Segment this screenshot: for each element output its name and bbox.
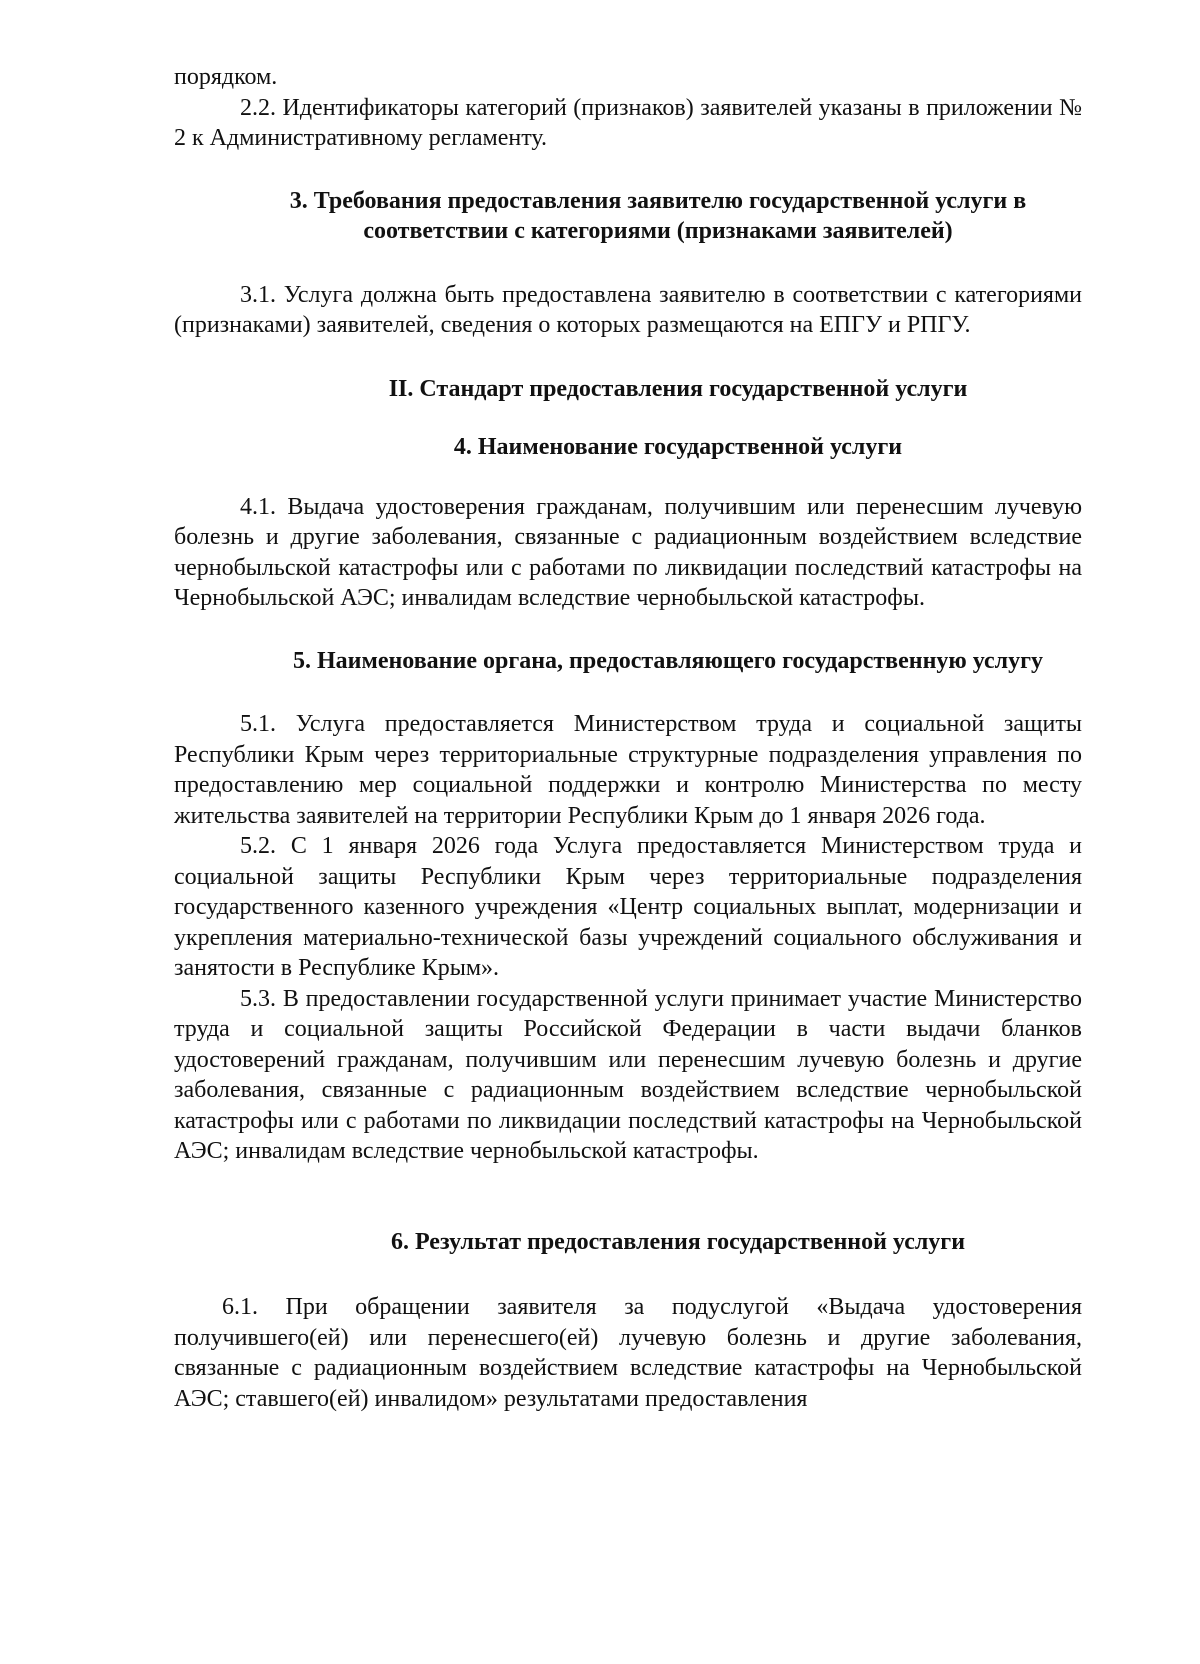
paragraph-5-1: 5.1. Услуга предоставляется Министерством труда и социальной защиты Республики Крым через территориальные структурные подразделения управления по предоставлению мер социальной поддержки и контролю Министерства по месту жительства заявителей на территории Республики Крым до 1 января 2026 года.: [174, 711, 1082, 829]
paragraph-5-2: 5.2. С 1 января 2026 года Услуга предоставляется Министерством труда и социальной защиты Республики Крым через территориальные подразделения государственного казенного учреждения «Центр социальных выплат, модернизации и укрепления материально-технической базы учреждений социального обслуживания и занятости в Республике Крым».: [174, 833, 1082, 981]
section-heading-3: 3. Требования предоставления заявителю государственной услуги в соответствии с категориями (признаками заявителей): [289, 187, 1027, 244]
chapter-heading-II: II. Стандарт предоставления государственной услуги: [388, 375, 968, 402]
paragraph-2-2: 2.2. Идентификаторы категорий (признаков) заявителей указаны в приложении № 2 к Административному регламенту.: [174, 94, 1082, 151]
paragraph-4-1: 4.1. Выдача удостоверения гражданам, получившим или перенесшим лучевую болезнь и другие заболевания, связанные с радиационным воздействием вследствие чернобыльской катастрофы или с работами по ликвидации последствий катастрофы на Чернобыльской АЭС; инвалидам вследствие чернобыльской катастрофы.: [174, 493, 1082, 611]
paragraph-5-3: 5.3. В предоставлении государственной услуги принимает участие Министерство труда и социальной защиты Российской Федерации в части выдачи бланков удостоверений гражданам, получившим или перенесшим лучевую болезнь и другие заболевания, связанные с радиационным воздействием вследствие чернобыльской катастрофы или с работами по ликвидации последствий катастрофы на Чернобыльской АЭС; инвалидам вследствие чернобыльской катастрофы.: [174, 985, 1082, 1164]
section-heading-4: 4. Наименование государственной услуги: [453, 434, 903, 460]
paragraph-3-1: 3.1. Услуга должна быть предоставлена заявителю в соответствии с категориями (признаками) заявителей, сведения о которых размещаются на ЕПГУ и РПГУ.: [174, 281, 1082, 338]
section-heading-5: 5. Наименование органа, предоставляющего государственную услугу: [292, 647, 1044, 674]
paragraph-continuation: порядком.: [174, 64, 278, 90]
section-heading-6: 6. Результат предоставления государственной услуги: [390, 1228, 966, 1255]
paragraph-6-1: 6.1. При обращении заявителя за подуслугой «Выдача удостоверения получившего(ей) или перенесшего(ей) лучевую болезнь и другие заболевания, связанные с радиационным воздействием вследствие катастрофы на Чернобыльской АЭС; ставшего(ей) инвалидом» результатами предоставления: [174, 1294, 1082, 1412]
document-page: [174, 62, 1082, 1414]
